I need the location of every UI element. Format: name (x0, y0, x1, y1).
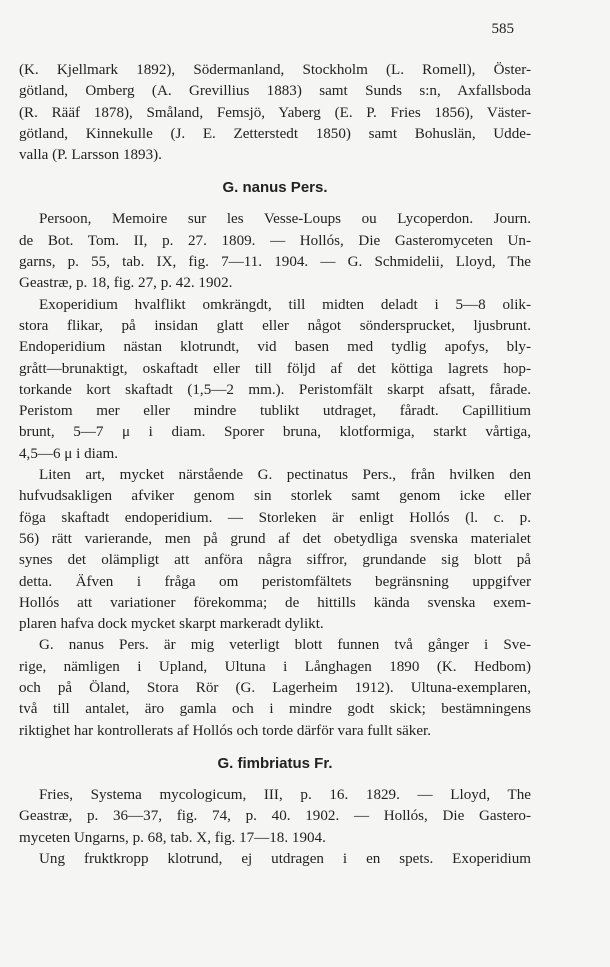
text-line: två till antalet, äro gamla och i mindre godt skick; bestämningens (19, 701, 531, 718)
text-line: G. nanus Pers. är mig veterligt blott funnen två gånger i Sve- (39, 637, 531, 654)
text-line: 56) rätt varierande, men på grund af det obetydliga svenska materialet (19, 530, 531, 547)
text-line: Geastræ, p. 18, fig. 27, p. 42. 1902. (19, 275, 233, 292)
species-heading-nanus: G. nanus Pers. (222, 179, 328, 197)
text-line: Geastræ, p. 36—37, fig. 74, p. 40. 1902. — Hollós, Die Gastero- (19, 808, 531, 825)
text-line: rige, nämligen i Upland, Ultuna i Långhagen 1890 (K. Hedbom) (19, 658, 531, 675)
text-line: de Bot. Tom. II, p. 27. 1809. — Hollós, Die Gasteromyceten Un- (19, 232, 531, 249)
text-line: valla (P. Larsson 1893). (19, 147, 162, 164)
text-line: garns, p. 55, tab. IX, fig. 7—11. 1904. — G. Schmidelii, Lloyd, The (19, 254, 531, 271)
page-number: 585 (491, 21, 514, 37)
text-line: myceten Ungarns, p. 68, tab. X, fig. 17—18. 1904. (19, 829, 326, 846)
text-line: Hollós att variationer förekomma; de hittills kända svenska exem- (19, 594, 531, 611)
text-line: 4,5—6 μ i diam. (19, 445, 119, 462)
text-line: Fries, Systema mycologicum, III, p. 16. 1829. — Lloyd, The (39, 786, 531, 803)
nanus-section (19, 209, 531, 741)
text-line: plaren hafva dock mycket skarpt markeradt dylikt. (19, 616, 324, 633)
text-line: stora flikar, på insidan glatt eller något söndersprucket, ljusbrunt. (19, 317, 531, 334)
text-line: brunt, 5—7 μ i diam. Sporer bruna, klotformiga, starkt vårtiga, (19, 424, 531, 441)
species-heading-fimbriatus: G. fimbriatus Fr. (217, 754, 333, 772)
page-body (19, 60, 531, 870)
text-line: hufvudsakligen afviker genom sin storlek samt genom icke eller (19, 488, 531, 505)
text-line: Exoperidium hvalflikt omkrängdt, till midten deladt i 5—8 olik- (39, 296, 531, 313)
text-line: föga skaftadt endoperidium. — Storleken är enligt Hollós (l. c. p. (19, 509, 531, 526)
text-line: (R. Rääf 1878), Småland, Femsjö, Yaberg (E. P. Fries 1856), Väster- (19, 104, 531, 121)
fimbriatus-section (19, 785, 531, 870)
text-line: Persoon, Memoire sur les Vesse-Loups ou Lycoperdon. Journ. (39, 211, 531, 228)
locality-paragraph (19, 60, 531, 166)
text-line: Liten art, mycket närstående G. pectinatus Pers., från hvilken den (39, 467, 531, 484)
text-line: Endoperidium nästan klotrundt, vid basen med tydlig apofys, bly- (19, 339, 531, 356)
text-line: (K. Kjellmark 1892), Södermanland, Stockholm (L. Romell), Öster- (19, 62, 531, 78)
text-line: Peristom mer eller mindre tublikt utdraget, fåradt. Capillitium (19, 403, 531, 420)
text-line: Ung fruktkropp klotrund, ej utdragen i en spets. Exoperidium (39, 850, 531, 867)
text-line: götland, Omberg (A. Grevillius 1883) samt Sunds s:n, Axfallsboda (19, 83, 531, 100)
text-line: detta. Äfven i fråga om peristomfältets begränsning uppgifver (19, 573, 531, 590)
text-line: torkande kort skaftadt (1,5—2 mm.). Peristomfält skarpt afsatt, fårade. (19, 381, 531, 398)
text-line: götland, Kinnekulle (J. E. Zetterstedt 1850) samt Bohuslän, Udde- (19, 125, 531, 142)
text-line: grått—brunaktigt, oskaftadt eller till följd af det köttiga lagrets hop- (19, 360, 531, 377)
text-line: och på Öland, Stora Rör (G. Lagerheim 1912). Ultuna-exemplaren, (19, 680, 531, 697)
text-line: riktighet har kontrollerats af Hollós och torde därför vara fullt säker. (19, 722, 432, 739)
text-line: synes det olämpligt att anföra några siffror, grundande sig blott på (19, 552, 531, 569)
